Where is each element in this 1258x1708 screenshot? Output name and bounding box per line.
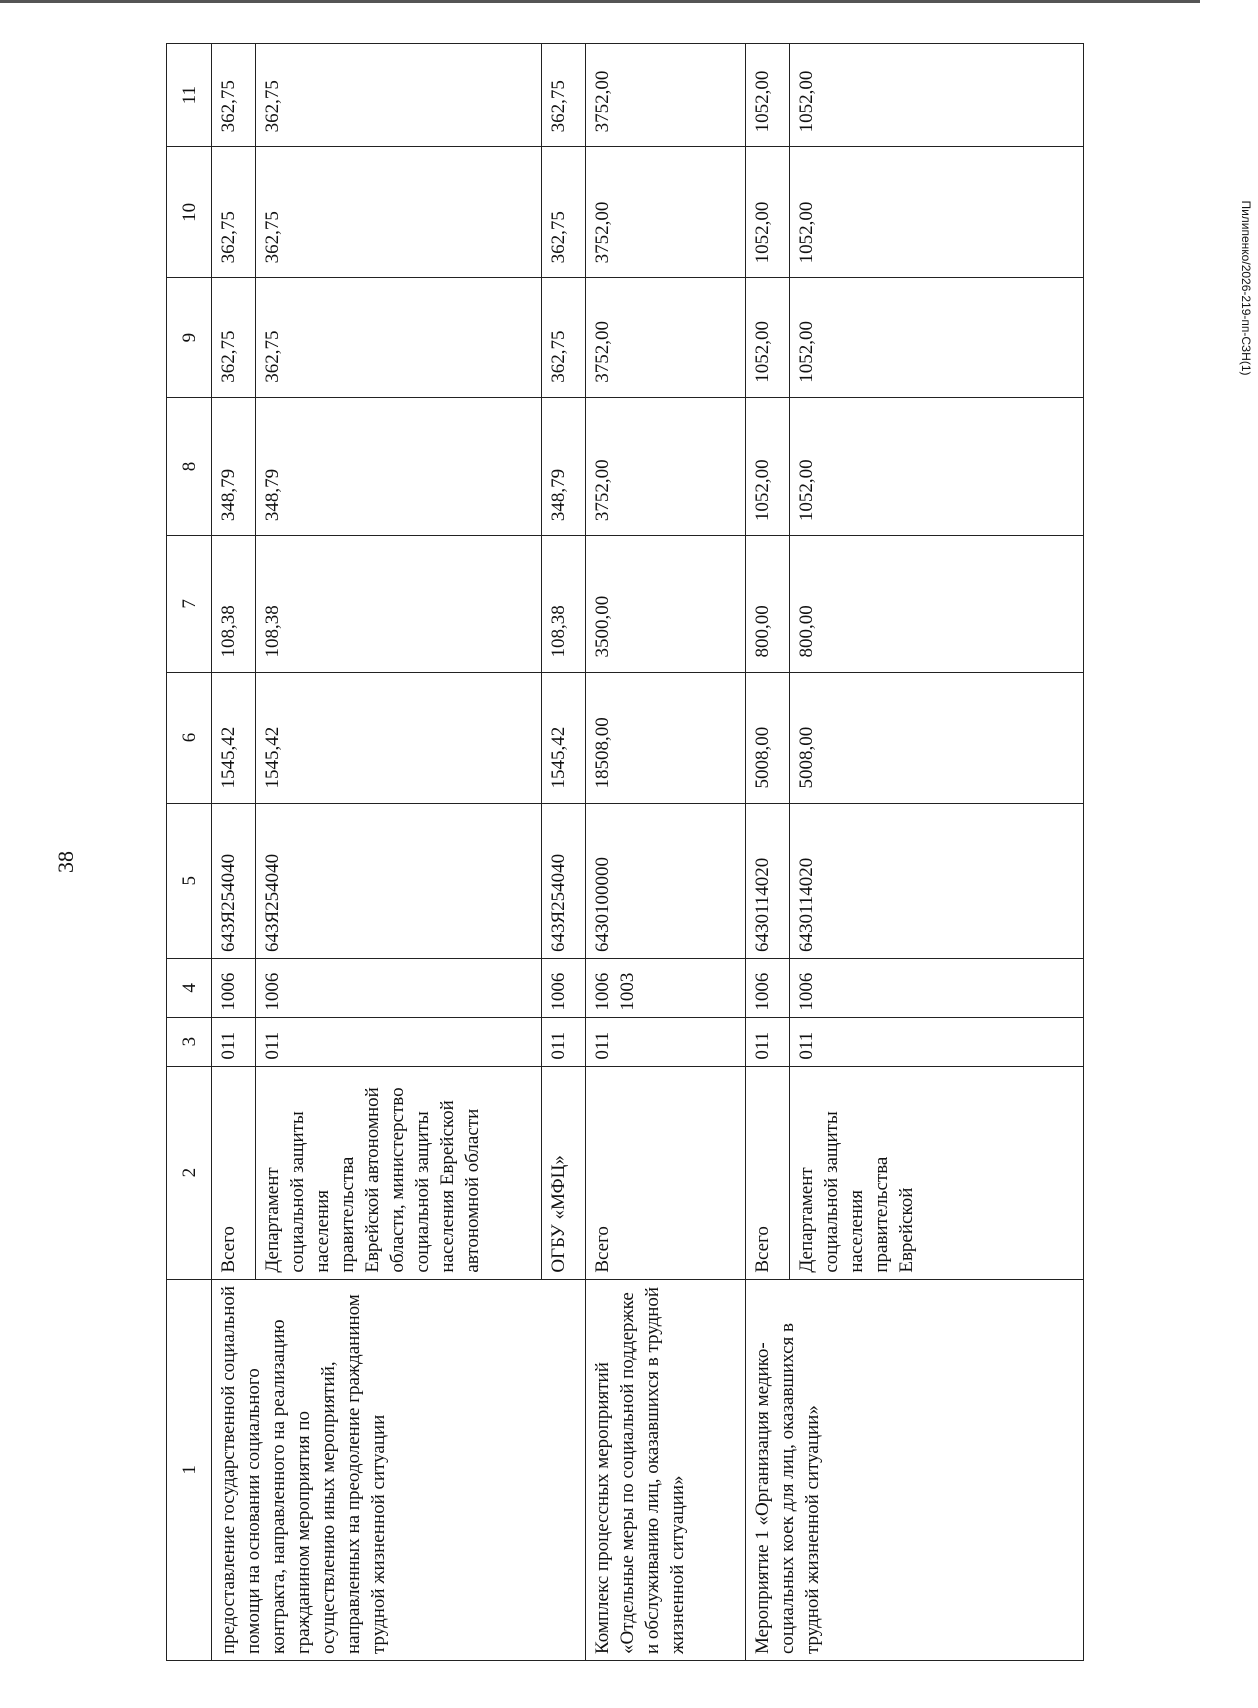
cell-year-11: 3752,00 <box>586 44 746 147</box>
cell-total: 1545,42 <box>542 672 586 803</box>
cell-code-3: 011 <box>790 1017 1084 1066</box>
cell-year-8: 1052,00 <box>746 397 790 535</box>
cell-executor: Департамент социальной защиты населения правительства Еврейской <box>790 1066 1084 1279</box>
scan-top-edge <box>0 0 1200 3</box>
cell-code-3: 011 <box>746 1017 790 1066</box>
col-header-1: 1 <box>167 1279 212 1660</box>
cell-code-3: 011 <box>586 1017 746 1066</box>
cell-year-8: 348,79 <box>256 397 542 535</box>
cell-year-7: 800,00 <box>790 536 1084 672</box>
document-code: Пилипенко/2026-219-пп-СЗН(1) <box>1239 200 1253 376</box>
cell-year-8: 3752,00 <box>586 397 746 535</box>
table-row <box>746 44 790 1661</box>
cell-total: 18508,00 <box>586 672 746 803</box>
table-row <box>586 44 746 1661</box>
cell-year-7: 108,38 <box>212 536 256 672</box>
cell-year-10: 1052,00 <box>746 147 790 278</box>
cell-code-4: 1006 <box>790 959 1084 1018</box>
cell-code-3: 011 <box>542 1017 586 1066</box>
cell-executor: Всего <box>746 1066 790 1279</box>
cell-total: 5008,00 <box>746 672 790 803</box>
cell-executor: Всего <box>586 1066 746 1279</box>
header-row <box>167 44 212 1661</box>
cell-executor: ОГБУ «МФЦ» <box>542 1066 586 1279</box>
col-header-10: 10 <box>167 147 212 278</box>
cell-code-4: 1006 <box>256 959 542 1018</box>
col-header-11: 11 <box>167 44 212 147</box>
cell-code-3: 011 <box>212 1017 256 1066</box>
cell-executor: Департамент социальной защиты населения правительства Еврейской автономной области, министерство социальной защиты населения Еврейской автономной области <box>256 1066 542 1279</box>
cell-code-5: 6430100000 <box>586 803 746 959</box>
cell-code-3: 011 <box>256 1017 542 1066</box>
row-description: Комплекс процессных мероприятий «Отдельные меры по социальной поддержке и обслуживанию лиц, оказавшихся в трудной жизненной ситуации» <box>586 1279 746 1660</box>
page-number: 38 <box>53 851 78 873</box>
cell-code-5: 6430114020 <box>746 803 790 959</box>
row-description: Мероприятие 1 «Организация медико-социальных коек для лиц, оказавшихся в трудной жизненной ситуации» <box>746 1279 1084 1660</box>
cell-year-11: 362,75 <box>212 44 256 147</box>
col-header-2: 2 <box>167 1066 212 1279</box>
cell-year-9: 1052,00 <box>790 278 1084 397</box>
cell-total: 1545,42 <box>212 672 256 803</box>
cell-code-5: 643Я254040 <box>256 803 542 959</box>
col-header-6: 6 <box>167 672 212 803</box>
cell-year-11: 1052,00 <box>746 44 790 147</box>
cell-total: 5008,00 <box>790 672 1084 803</box>
cell-year-8: 348,79 <box>542 397 586 535</box>
cell-year-9: 362,75 <box>212 278 256 397</box>
cell-code-5: 6430114020 <box>790 803 1084 959</box>
cell-code-4: 1006 1003 <box>586 959 746 1018</box>
cell-year-11: 1052,00 <box>790 44 1084 147</box>
cell-total: 1545,42 <box>256 672 542 803</box>
cell-year-7: 108,38 <box>542 536 586 672</box>
cell-executor: Всего <box>212 1066 256 1279</box>
cell-year-7: 3500,00 <box>586 536 746 672</box>
cell-year-10: 3752,00 <box>586 147 746 278</box>
col-header-4: 4 <box>167 959 212 1018</box>
cell-year-10: 362,75 <box>542 147 586 278</box>
cell-year-7: 108,38 <box>256 536 542 672</box>
cell-year-9: 362,75 <box>542 278 586 397</box>
cell-code-4: 1006 <box>746 959 790 1018</box>
cell-year-9: 3752,00 <box>586 278 746 397</box>
cell-year-10: 1052,00 <box>790 147 1084 278</box>
cell-year-8: 1052,00 <box>790 397 1084 535</box>
row-description: предоставление государственной социальной помощи на основании социального контракта, направленного на реализацию гражданином мероприятия по осуществлению иных мероприятий, направленных на преодоление гражданином трудной жизненной ситуации <box>212 1279 586 1660</box>
cell-year-7: 800,00 <box>746 536 790 672</box>
cell-code-5: 643Я254040 <box>212 803 256 959</box>
cell-year-9: 362,75 <box>256 278 542 397</box>
col-header-7: 7 <box>167 536 212 672</box>
col-header-8: 8 <box>167 397 212 535</box>
cell-code-5: 643Я254040 <box>542 803 586 959</box>
col-header-9: 9 <box>167 278 212 397</box>
cell-code-4: 1006 <box>212 959 256 1018</box>
cell-year-10: 362,75 <box>212 147 256 278</box>
cell-year-8: 348,79 <box>212 397 256 535</box>
budget-table <box>166 43 1084 1661</box>
col-header-5: 5 <box>167 803 212 959</box>
rotated-table-container <box>166 43 1084 1661</box>
cell-year-9: 1052,00 <box>746 278 790 397</box>
col-header-3: 3 <box>167 1017 212 1066</box>
table-row <box>212 44 256 1661</box>
cell-year-10: 362,75 <box>256 147 542 278</box>
cell-code-4: 1006 <box>542 959 586 1018</box>
cell-year-11: 362,75 <box>542 44 586 147</box>
cell-year-11: 362,75 <box>256 44 542 147</box>
